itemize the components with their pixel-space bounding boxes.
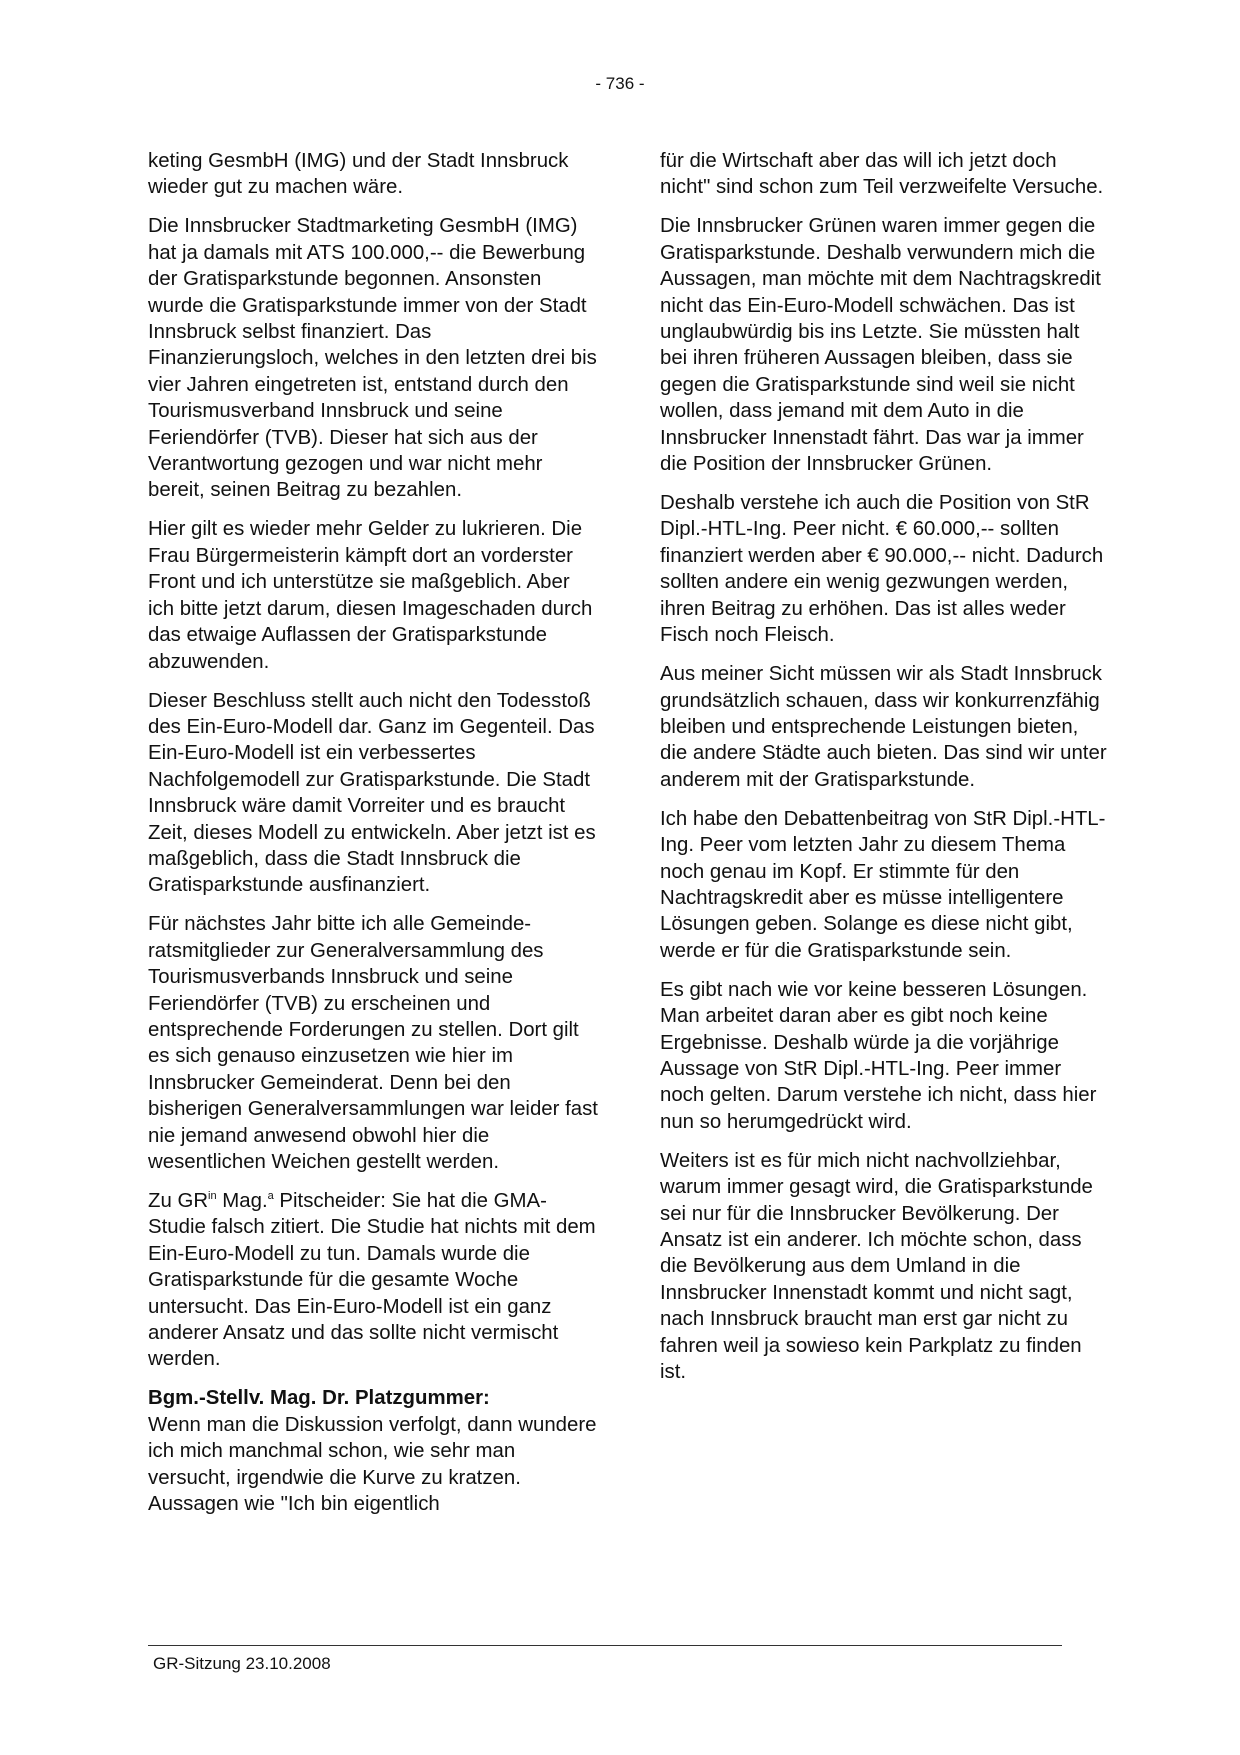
paragraph: Aus meiner Sicht müssen wir als Stadt Innsbruck grundsätzlich schauen, dass wir konkurrenzfähig bleiben und entsprechende Leistungen bieten, die andere Städte auch bieten. Das sind wir unter anderem mit der Gratisparkstunde. [660, 663, 1107, 791]
left-column [148, 148, 598, 1530]
paragraph: Die Innsbrucker Stadtmarketing GesmbH (IMG) hat ja damals mit ATS 100.000,-- die Bewerbung der Gratisparkstunde begonnen. Ansonsten wurde die Gratisparkstunde immer von der Stadt Innsbruck selbst finanziert. Das Finanzierungsloch, welches in den letzten drei bis vier Jahren eingetreten ist, entstand durch den Tourismusverband Innsbruck und seine Feriendörfer (TVB). Dieser hat sich aus der Verantwortung gezogen und war nicht mehr bereit, seinen Beitrag zu bezahlen. [148, 215, 597, 502]
right-column [660, 148, 1110, 1398]
paragraph: Für nächstes Jahr bitte ich alle Gemeinderatsmitglieder zur Generalversammlung des Tourismusverbands Innsbruck und seine Feriendörfer (TVB) zu erscheinen und entsprechende Forderungen zu stellen. Dort gilt es sich genauso einzusetzen wie hier im Innsbrucker Gemeinderat. Denn bei den bisherigen Generalversammlungen war leider fast nie jemand anwesend obwohl hier die wesentlichen Weichen gestellt werden. [148, 913, 598, 1173]
page-number: - 736 - [595, 74, 645, 93]
paragraph: Deshalb verstehe ich auch die Position von StR Dipl.-HTL-Ing. Peer nicht. € 60.000,-- sollten finanziert werden aber € 90.000,-- nicht. Dadurch sollten andere ein wenig gezwungen werden, ihren Beitrag zu erhöhen. Das ist alles weder Fisch noch Fleisch. [660, 492, 1104, 647]
speaker-name: Bgm.-Stellv. Mag. Dr. Platzgummer: [148, 1387, 490, 1410]
paragraph: keting GesmbH (IMG) und der Stadt Innsbruck wieder gut zu machen wäre. [148, 150, 569, 199]
text-segment: Pitscheider: Sie hat die GMA-Studie falsch zitiert. Die Studie hat nichts mit dem Ein-Euro-Modell zu tun. Damals wurde die Gratisparkstunde für die gesamte Woche untersucht. Das Ein-Euro-Modell ist ein ganz anderer Ansatz und das sollte nicht vermischt werden. [148, 1190, 596, 1371]
speech-text: Wenn man die Diskussion verfolgt, dann wundere ich mich manchmal schon, wie sehr man versucht, irgendwie die Kurve zu kratzen. Aussagen wie "Ich bin eigentlich [148, 1413, 597, 1516]
paragraph: für die Wirtschaft aber das will ich jetzt doch nicht" sind schon zum Teil verzweifelte Versuche. [660, 150, 1104, 199]
speaker-paragraph [148, 1385, 598, 1517]
text-segment: Zu GR [148, 1190, 209, 1212]
superscript: a [267, 1190, 274, 1202]
paragraph: Die Innsbrucker Grünen waren immer gegen die Gratisparkstunde. Deshalb verwundern mich die Aussagen, man möchte mit dem Nachtragskredit nicht das Ein-Euro-Modell schwächen. Das ist unglaubwürdig bis ins Letzte. Sie müssten halt bei ihren früheren Aussagen bleiben, dass sie gegen die Gratisparkstunde sind weil sie nicht wollen, dass jemand mit dem Auto in die Innsbrucker Innenstadt fährt. Das war ja immer die Position der Innsbrucker Grünen. [660, 215, 1101, 476]
paragraph: Ich habe den Debattenbeitrag von StR Dipl.-HTL-Ing. Peer vom letzten Jahr zu diesem Thema noch genau im Kopf. Er stimmte für den Nachtragskredit aber es müsse intelligentere Lösungen geben. Solange es diese nicht gibt, werde er für die Gratisparkstunde sein. [660, 807, 1106, 962]
paragraph: Weiters ist es für mich nicht nachvollziehbar, warum immer gesagt wird, die Gratisparkstunde sei nur für die Innsbrucker Bevölkerung. Der Ansatz ist ein anderer. Ich möchte schon, dass die Bevölkerung aus dem Umland in die Innsbrucker Innenstadt kommt und nicht sagt, nach Innsbruck braucht man erst gar nicht zu fahren weil ja sowieso kein Parkplatz zu finden ist. [660, 1149, 1093, 1384]
superscript: in [208, 1190, 217, 1202]
footer-divider [148, 1645, 1062, 1646]
paragraph: Hier gilt es wieder mehr Gelder zu lukrieren. Die Frau Bürgermeisterin kämpft dort an vorderster Front und ich unterstütze sie maßgeblich. Aber ich bitte jetzt darum, diesen Imageschaden durch das etwaige Auflassen der Gratisparkstunde abzuwenden. [148, 518, 593, 673]
text-segment: Mag. [216, 1190, 268, 1212]
paragraph [148, 1188, 598, 1373]
paragraph: Es gibt nach wie vor keine besseren Lösungen. Man arbeitet daran aber es gibt noch keine Ergebnisse. Deshalb würde ja die vorjährige Aussage von StR Dipl.-HTL-Ing. Peer immer noch gelten. Darum verstehe ich nicht, dass hier nun so herumgedrückt wird. [660, 978, 1097, 1133]
paragraph: Dieser Beschluss stellt auch nicht den Todesstoß des Ein-Euro-Modell dar. Ganz im Gegenteil. Das Ein-Euro-Modell ist ein verbessertes Nachfolgemodell zur Gratisparkstunde. Die Stadt Innsbruck wäre damit Vorreiter und es braucht Zeit, dieses Modell zu entwickeln. Aber jetzt ist es maßgeblich, dass die Stadt Innsbruck die Gratisparkstunde ausfinanziert. [148, 689, 596, 897]
footer-session-date: GR-Sitzung 23.10.2008 [153, 1654, 331, 1673]
